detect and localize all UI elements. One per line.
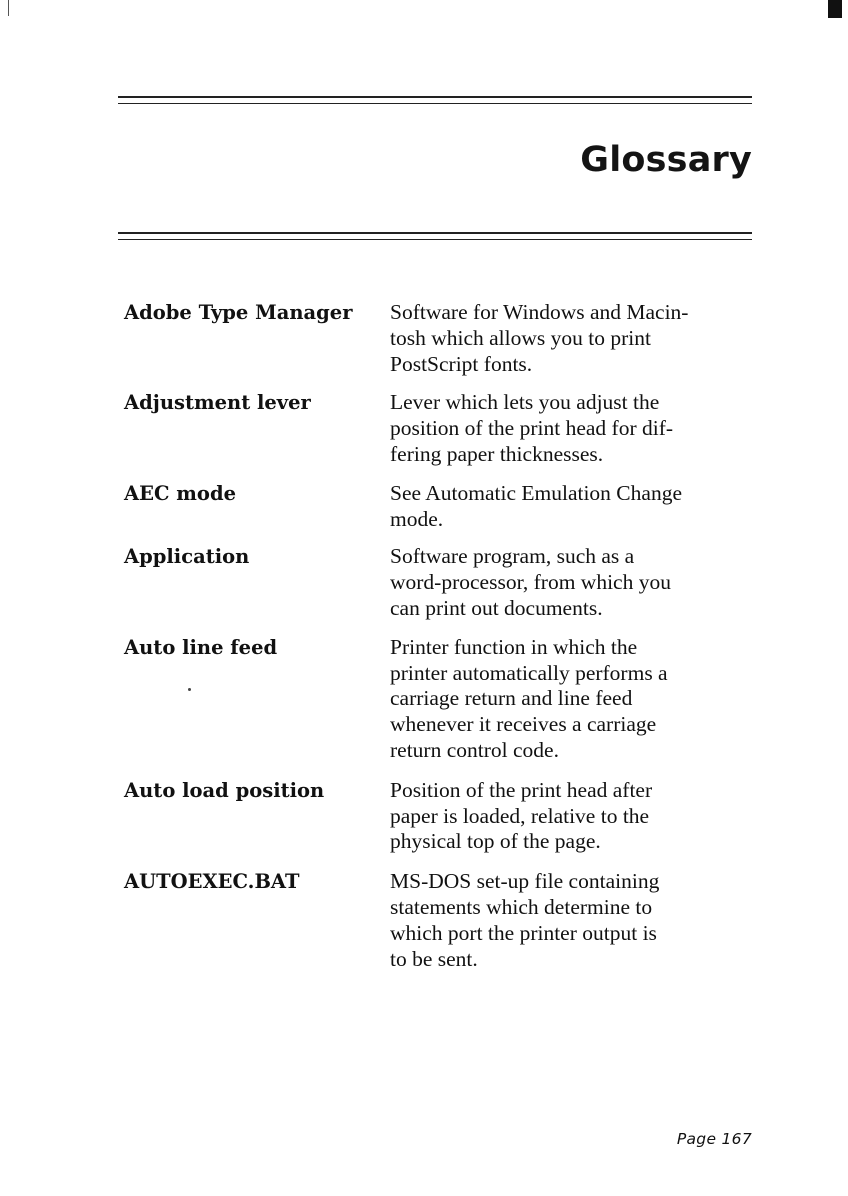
glossary-term: Application	[124, 545, 250, 569]
glossary-entry-adjustment-lever	[124, 390, 764, 467]
glossary-entry-aec-mode	[124, 481, 764, 533]
definition-line: mode.	[390, 506, 444, 531]
glossary-definition	[390, 635, 760, 764]
glossary-definition	[390, 481, 760, 533]
page-number: Page 167	[676, 1130, 752, 1148]
definition-line: paper is loaded, relative to the	[390, 803, 650, 828]
rule-line	[118, 103, 752, 105]
definition-line: whenever it receives a carriage	[390, 712, 657, 737]
definition-line: which port the printer output is	[390, 920, 657, 945]
definition-line: Software program, such as a	[390, 544, 635, 569]
glossary-entry-auto-line-feed	[124, 635, 764, 764]
definition-line: return control code.	[390, 737, 559, 762]
definition-line: printer automatically performs a	[390, 660, 668, 685]
glossary-term: AUTOEXEC.BAT	[124, 870, 300, 894]
rule-line	[118, 232, 752, 234]
definition-line: Printer function in which the	[390, 634, 638, 659]
glossary-entries	[124, 300, 764, 972]
glossary-definition	[390, 869, 760, 972]
glossary-entry-auto-load-position	[124, 778, 764, 855]
header-rule-top	[118, 96, 752, 104]
glossary-entry-adobe-type-manager	[124, 300, 764, 377]
definition-line: position of the print head for dif-	[390, 416, 674, 441]
definition-line: MS-DOS set-up file containing	[390, 869, 660, 894]
page-title: Glossary	[580, 140, 752, 180]
rule-line	[118, 96, 752, 98]
definition-line: tosh which allows you to print	[390, 325, 651, 350]
glossary-term: Auto line feed	[124, 635, 278, 659]
definition-line: Software for Windows and Macin-	[390, 300, 689, 324]
glossary-term: Auto load position	[124, 778, 325, 802]
definition-line: physical top of the page.	[390, 829, 601, 854]
scan-speck	[188, 688, 191, 691]
definition-line: Lever which lets you adjust the	[390, 390, 660, 415]
definition-line: See Automatic Emulation Change	[390, 480, 682, 505]
glossary-definition	[390, 390, 760, 467]
rule-line	[118, 239, 752, 241]
definition-line: statements which determine to	[390, 894, 653, 919]
definition-line: to be sent.	[390, 946, 478, 971]
header-rule-bottom	[118, 232, 752, 240]
glossary-entry-autoexec-bat	[124, 869, 764, 972]
glossary-definition	[390, 778, 760, 855]
glossary-entry-application	[124, 544, 764, 621]
definition-line: fering paper thicknesses.	[390, 441, 604, 466]
scan-corner-mark	[828, 0, 842, 18]
definition-line: Position of the print head after	[390, 777, 653, 802]
glossary-term: Adobe Type Manager	[124, 301, 353, 324]
definition-line: word-processor, from which you	[390, 570, 671, 595]
glossary-definition	[390, 544, 760, 621]
definition-line: carriage return and line feed	[390, 686, 633, 711]
glossary-term: Adjustment lever	[124, 391, 311, 415]
definition-line: PostScript fonts.	[390, 351, 533, 376]
definition-line: can print out documents.	[390, 595, 603, 620]
glossary-term: AEC mode	[124, 481, 236, 505]
glossary-definition	[390, 300, 760, 377]
scan-edge-mark	[8, 0, 9, 16]
